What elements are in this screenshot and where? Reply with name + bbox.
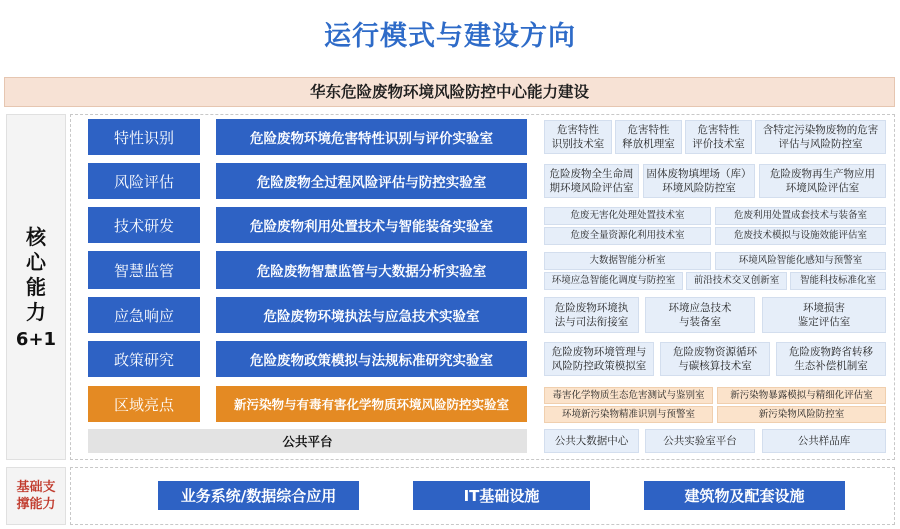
sub-lab: 危害特性 识别技术室 — [544, 120, 612, 154]
lab-cell: 危险废物环境执法与应急技术实验室 — [216, 297, 527, 333]
public-platform-label: 公共平台 — [88, 429, 527, 453]
capability-cell: 风险评估 — [88, 163, 200, 199]
sub-lab: 新污染物暴露模拟与精细化评估室 — [717, 387, 886, 404]
sub-lab: 智能科技标准化室 — [790, 272, 886, 290]
core-capability-label — [6, 114, 66, 460]
platform-item: 公共大数据中心 — [544, 429, 639, 453]
platform-item: 公共实验室平台 — [645, 429, 755, 453]
lab-cell: 危险废物智慧监管与大数据分析实验室 — [216, 251, 527, 289]
lab-cell: 危险废物利用处置技术与智能装备实验室 — [216, 207, 527, 243]
sub-lab: 危害特性 评价技术室 — [685, 120, 752, 154]
base-item: 业务系统/数据综合应用 — [158, 481, 359, 510]
lab-cell-highlight: 新污染物与有毒有害化学物质环境风险防控实验室 — [216, 386, 527, 422]
sub-lab: 危废技术模拟与设施效能评估室 — [715, 227, 886, 245]
sub-lab: 危险废物跨省转移 生态补偿机制室 — [776, 342, 886, 376]
base-label-line: 基础支 — [16, 480, 56, 495]
sub-lab: 危险废物再生产物应用 环境风险评估室 — [759, 164, 886, 198]
capability-cell: 政策研究 — [88, 341, 200, 377]
capability-cell: 技术研发 — [88, 207, 200, 243]
center-banner: 华东危险废物环境风险防控中心能力建设 — [4, 77, 895, 107]
base-item: 建筑物及配套设施 — [644, 481, 845, 510]
lab-cell: 危险废物政策模拟与法规标准研究实验室 — [216, 341, 527, 377]
sub-lab: 环境应急技术 与装备室 — [645, 297, 755, 333]
core-label-char: 能 — [26, 274, 46, 299]
capability-cell: 应急响应 — [88, 297, 200, 333]
capability-cell-highlight: 区域亮点 — [88, 386, 200, 422]
base-label-line: 撑能力 — [16, 497, 56, 512]
sub-lab: 危险废物资源循环 与碳核算技术室 — [660, 342, 770, 376]
core-label-char: 心 — [26, 249, 46, 274]
core-label-char: 核 — [26, 224, 46, 249]
sub-lab: 毒害化学物质生态危害测试与鉴别室 — [544, 387, 713, 404]
core-label-char: 力 — [26, 299, 46, 324]
sub-lab: 含特定污染物废物的危害 评估与风险防控室 — [755, 120, 886, 154]
capability-cell: 智慧监管 — [88, 251, 200, 289]
sub-lab: 环境损害 鉴定评估室 — [762, 297, 886, 333]
sub-lab: 危险废物全生命周 期环境风险评估室 — [544, 164, 639, 198]
base-support-label — [6, 467, 66, 525]
sub-lab: 大数据智能分析室 — [544, 252, 711, 270]
sub-lab: 危险废物环境管理与 风险防控政策模拟室 — [544, 342, 654, 376]
sub-lab: 前沿技术交叉创新室 — [686, 272, 787, 290]
platform-item: 公共样品库 — [762, 429, 886, 453]
sub-lab: 新污染物风险防控室 — [717, 406, 886, 423]
base-item: IT基础设施 — [413, 481, 590, 510]
sub-lab: 危废利用处置成套技术与装备室 — [715, 207, 886, 225]
sub-lab: 环境应急智能化调度与防控室 — [544, 272, 683, 290]
capability-cell: 特性识别 — [88, 119, 200, 155]
lab-cell: 危险废物环境危害特性识别与评价实验室 — [216, 119, 527, 155]
sub-lab: 环境新污染物精准识别与预警室 — [544, 406, 713, 423]
sub-lab: 危险废物环境执 法与司法衔接室 — [544, 297, 639, 333]
sub-lab: 固体废物填埋场（库） 环境风险防控室 — [643, 164, 755, 198]
core-label-count: 6+1 — [15, 328, 57, 350]
lab-cell: 危险废物全过程风险评估与防控实验室 — [216, 163, 527, 199]
sub-lab: 危废全量资源化利用技术室 — [544, 227, 711, 245]
page-title: 运行模式与建设方向 — [324, 21, 576, 52]
sub-lab: 环境风险智能化感知与预警室 — [715, 252, 886, 270]
sub-lab: 危废无害化处理处置技术室 — [544, 207, 711, 225]
sub-lab: 危害特性 释放机理室 — [615, 120, 682, 154]
